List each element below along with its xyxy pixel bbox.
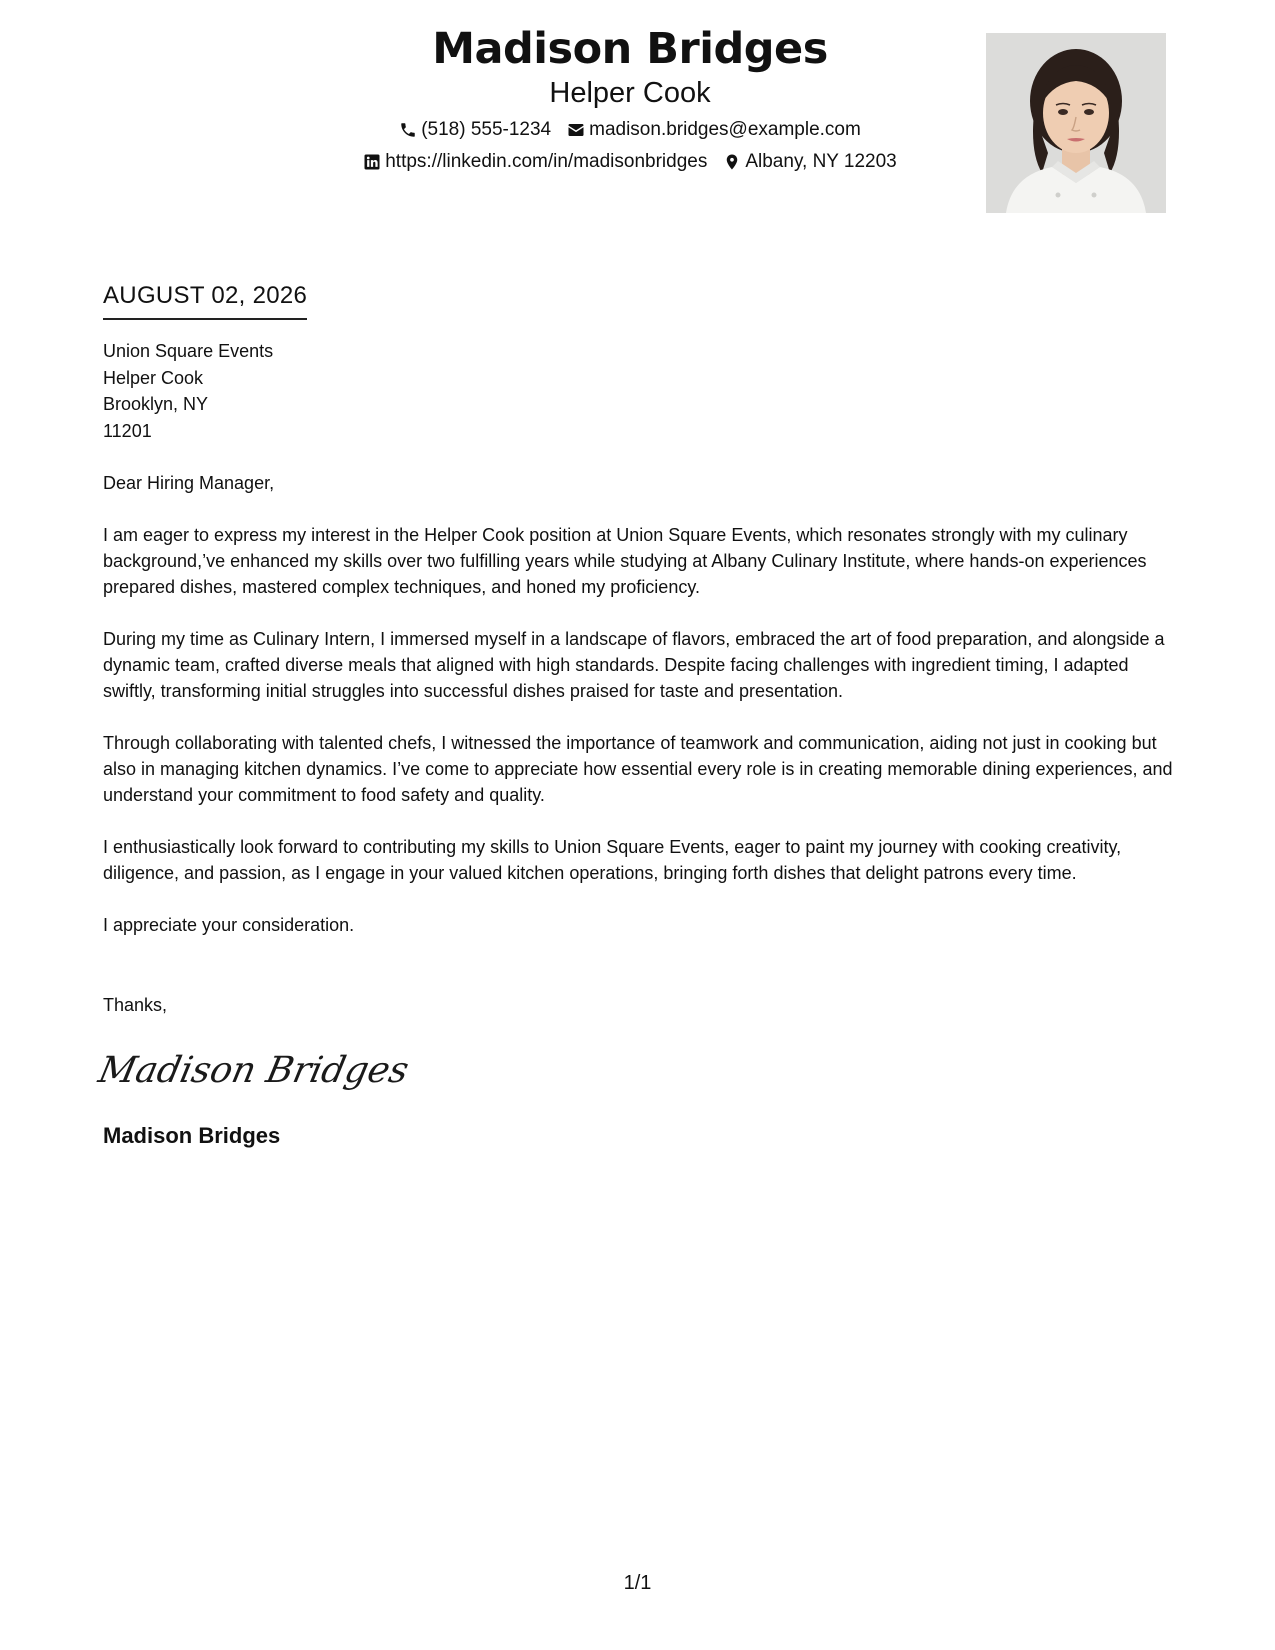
envelope-icon [567, 121, 585, 139]
contact-row-secondary [250, 150, 1010, 174]
applicant-role: Helper Cook [549, 77, 711, 109]
closing-line: I appreciate your consideration. [103, 915, 355, 935]
portrait-illustration [986, 33, 1166, 213]
letter-header [0, 0, 1275, 240]
applicant-name: Madison Bridges [432, 24, 828, 74]
phone-icon [399, 121, 417, 139]
recipient-zip: 11201 [103, 420, 152, 441]
linkedin-text: https://linkedin.com/in/madisonbridges [385, 151, 708, 172]
contact-row-primary [250, 118, 1010, 142]
phone-text: (518) 555-1234 [421, 119, 552, 140]
signer-name: Madison Bridges [103, 1123, 281, 1148]
paragraph-intro: I am eager to express my interest in the Helper Cook position at Union Square Events, which resonates strongly with my culinary background,’ve enhanced my skills over two fulfilling years while studying at Albany Culinary Institute, where hands-on experiences prepared dishes, mastered complex techniques, and honed my proficiency. [103, 525, 1147, 597]
map-pin-icon [723, 153, 741, 171]
recipient-block [103, 338, 1183, 444]
handwritten-signature [95, 1044, 1183, 1100]
signature-script: Madison Bridges [95, 1048, 413, 1091]
recipient-company: Union Square Events [103, 341, 274, 361]
location-text: Albany, NY 12203 [745, 151, 897, 172]
header-info [250, 22, 1010, 174]
recipient-city: Brooklyn, NY [103, 394, 209, 414]
linkedin-icon [363, 153, 381, 171]
contact-linkedin [363, 150, 707, 174]
signoff: Thanks, [103, 995, 168, 1015]
paragraph-teamwork: Through collaborating with talented chefs, I witnessed the importance of teamwork and communication, aiding not just in cooking but also in managing kitchen dynamics. I’ve come to appreciate how essential every role is in creating memorable dining experiences, and understand your commitment to food safety and quality. [103, 733, 1173, 805]
paragraph-conclusion: I enthusiastically look forward to contributing my skills to Union Square Events, eager to paint my journey with cooking creativity, diligence, and passion, as I engage in your valued kitchen operations, bringing forth dishes that delight patrons every time. [103, 837, 1122, 883]
salutation: Dear Hiring Manager, [103, 473, 275, 493]
signature-image [95, 1044, 413, 1100]
page-indicator: 1/1 [623, 1572, 652, 1594]
recipient-position: Helper Cook [103, 367, 204, 388]
contact-location [723, 150, 896, 174]
letter-body [95, 280, 1183, 1150]
contact-phone [399, 118, 551, 142]
applicant-photo [986, 33, 1166, 213]
contact-email [567, 118, 861, 142]
letter-date: AUGUST 02, 2026 [103, 280, 307, 320]
paragraph-experience: During my time as Culinary Intern, I immersed myself in a landscape of flavors, embraced the art of food preparation, and alongside a dynamic team, crafted diverse meals that aligned with high standards. Despite facing challenges with ingredient timing, I adapted swiftly, transforming initial struggles into successful dishes praised for taste and presentation. [103, 629, 1165, 701]
email-text: madison.bridges@example.com [589, 119, 861, 140]
